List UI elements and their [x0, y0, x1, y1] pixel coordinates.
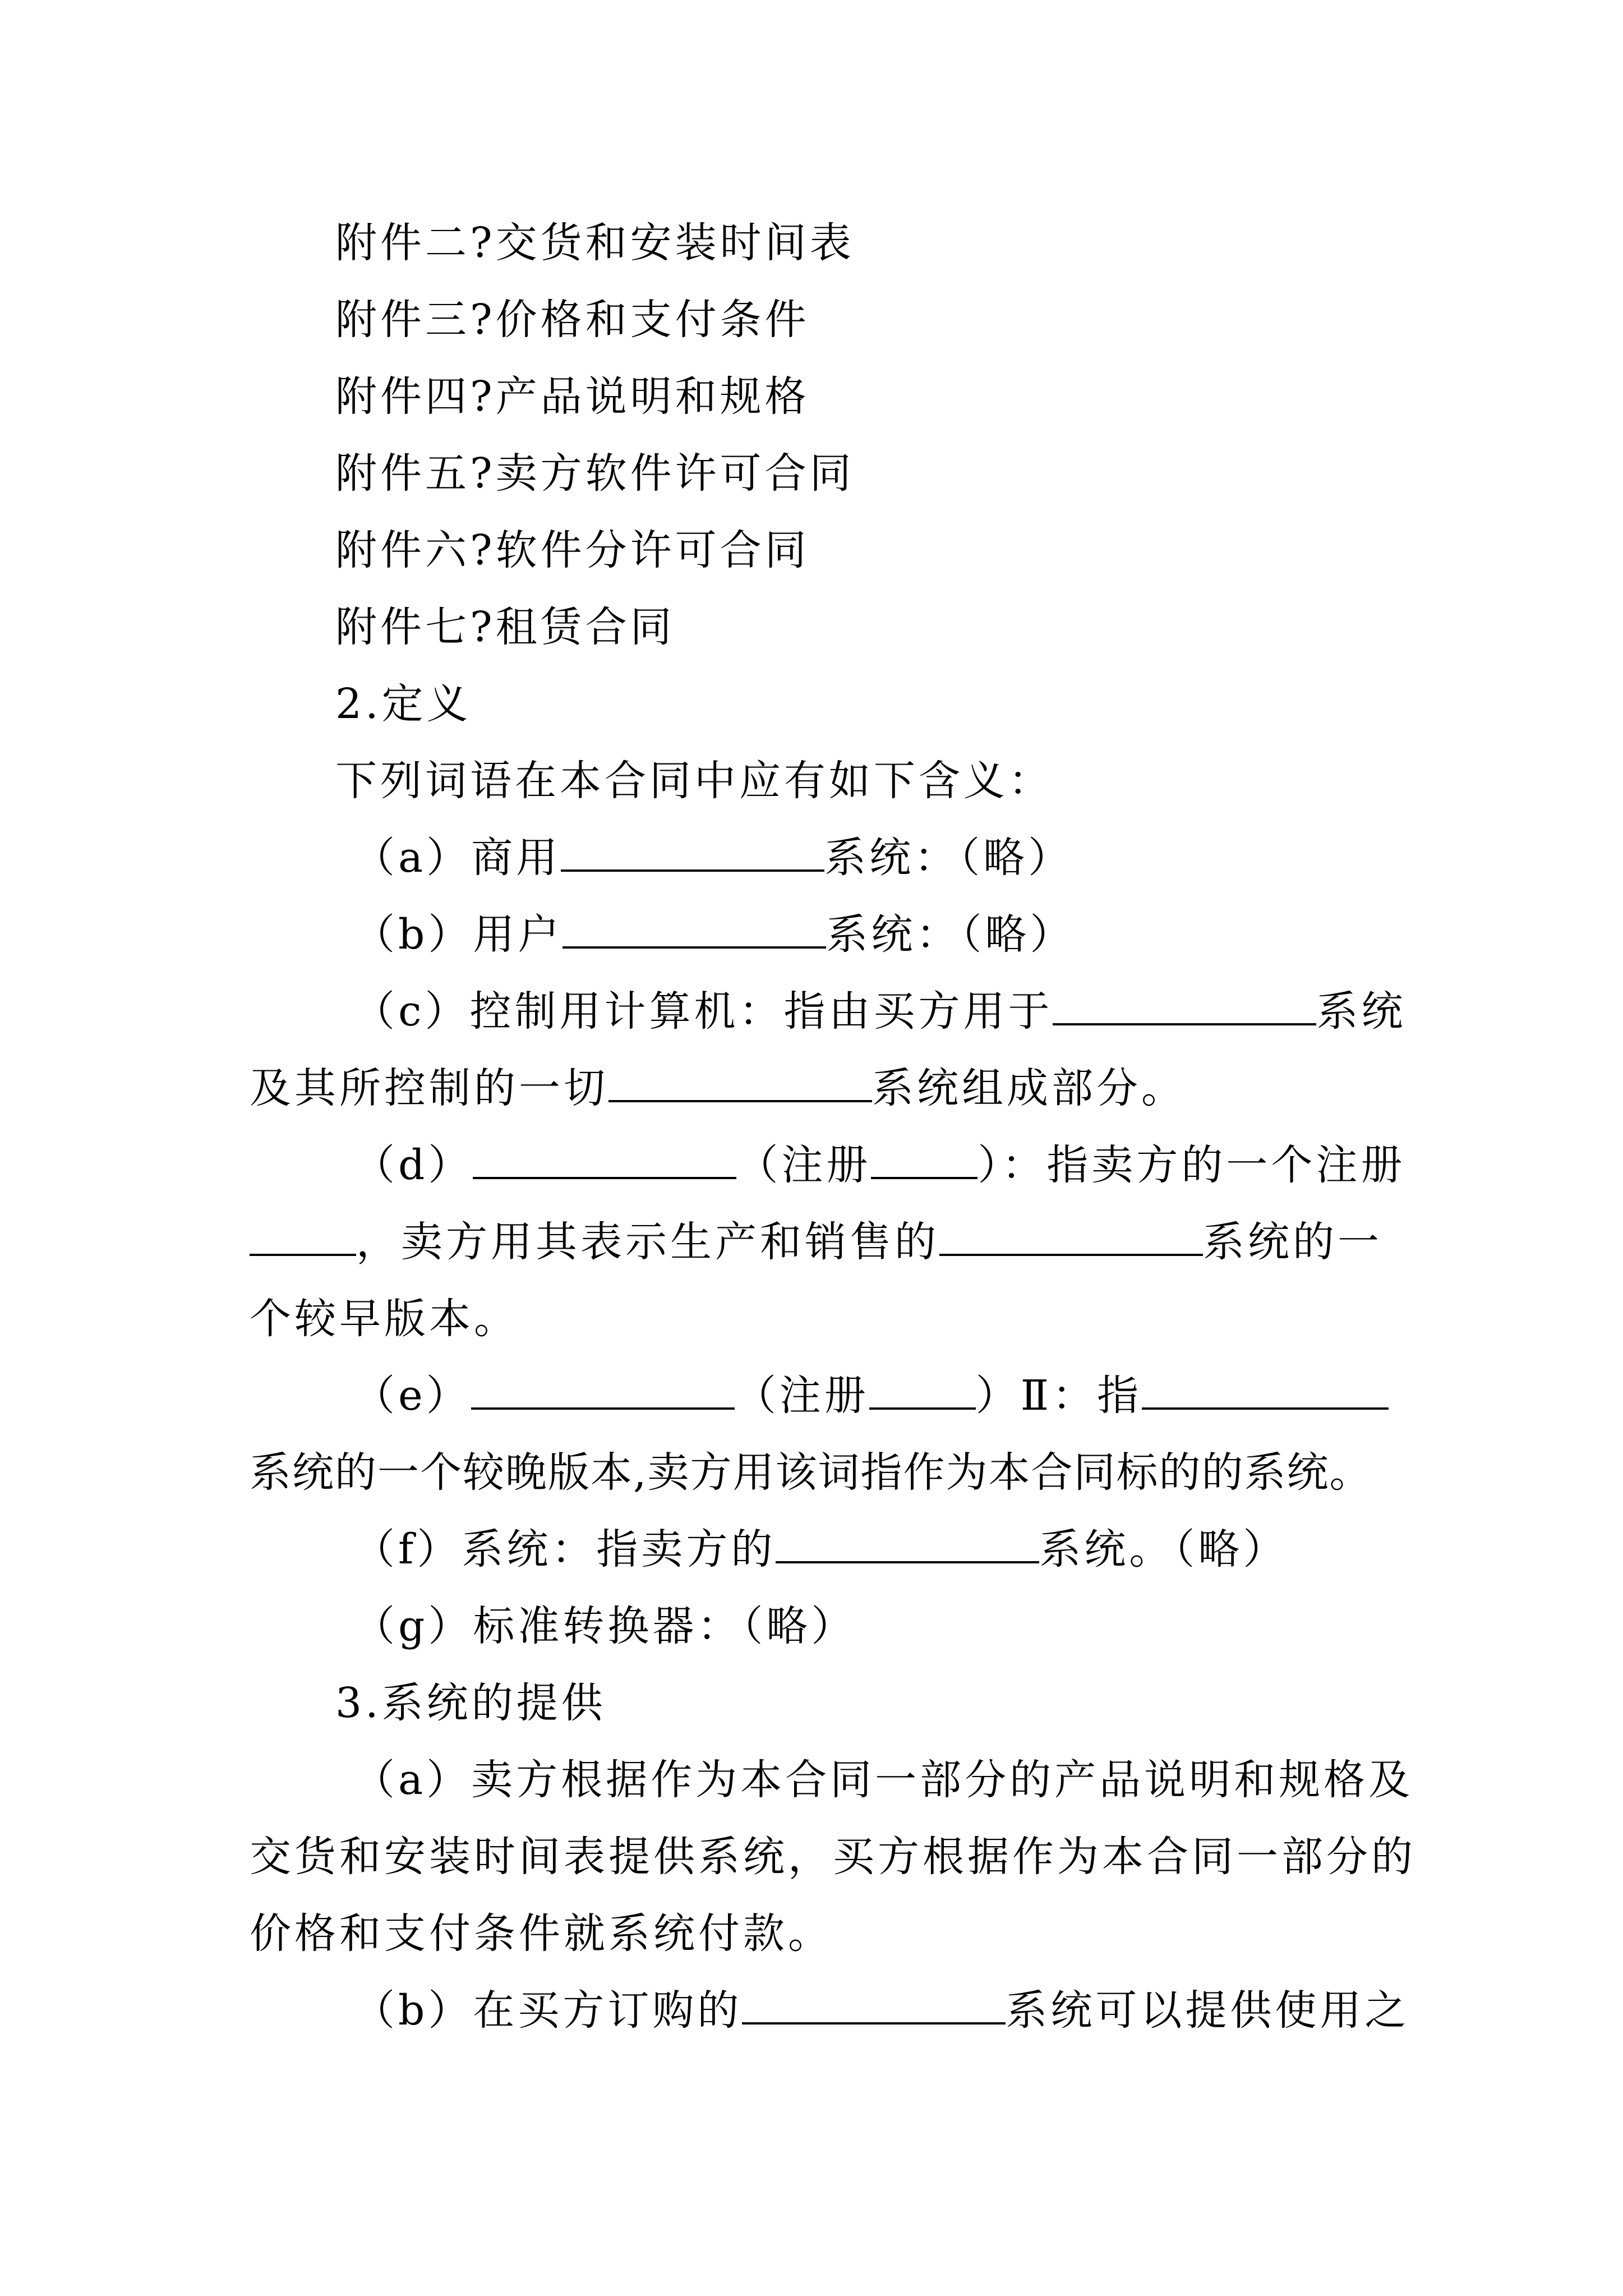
text: （e）: [353, 1372, 471, 1420]
definition-c: [353, 986, 1407, 1037]
text: ）：指卖方的一个注册: [978, 1141, 1406, 1189]
text: （b）用户: [353, 910, 563, 959]
text: 系统：（略）: [826, 910, 1075, 959]
fill-blank: [250, 1217, 356, 1256]
fill-blank: [473, 1140, 736, 1179]
text: 及其所控制的一切: [250, 1064, 608, 1112]
text: （注册: [736, 1141, 872, 1189]
text: 系统。（略）: [1039, 1525, 1288, 1573]
fill-blank: [1142, 1370, 1389, 1410]
definition-e: [353, 1370, 1396, 1421]
definition-e-continued: 系统的一个较晚版本,卖方用该词指作为本合同标的的系统。: [250, 1448, 1372, 1497]
text: 系统可以提供使用之: [1006, 1986, 1410, 2035]
text: （b）在买方订购的: [353, 1986, 743, 2035]
fill-blank: [562, 909, 826, 949]
text: （d）: [353, 1141, 473, 1189]
fill-blank: [1053, 986, 1316, 1025]
text: （注册: [734, 1372, 869, 1420]
attachment-item: 附件六?软件分许可合同: [335, 526, 810, 574]
text: 系统的一: [1203, 1218, 1382, 1266]
attachment-item: 附件四?产品说明和规格: [335, 372, 810, 421]
fill-blank: [871, 1140, 978, 1179]
definition-d-continued: [250, 1217, 1394, 1267]
paragraph: [353, 1985, 1410, 2036]
fill-blank: [608, 1063, 872, 1102]
fill-blank: [561, 832, 824, 872]
paragraph: 交货和安装时间表提供系统，买方根据作为本合同一部分的: [250, 1833, 1416, 1881]
definition-b: [353, 909, 1396, 960]
fill-blank: [742, 1985, 1006, 2024]
text: 系统组成部分。: [872, 1064, 1186, 1112]
definition-d: [353, 1140, 1406, 1190]
paragraph: 下列词语在本合同中应有如下含义：: [335, 757, 1053, 805]
paragraph: 价格和支付条件就系统付款。: [250, 1910, 833, 1958]
attachment-item: 附件五?卖方软件许可合同: [335, 449, 855, 498]
attachment-item: 附件二?交货和安装时间表: [335, 219, 855, 267]
definition-g: （g）标准转换器：（略）: [353, 1602, 856, 1650]
section-heading: 3.系统的提供: [335, 1679, 606, 1727]
definition-f: [353, 1524, 1396, 1575]
definition-a: [353, 832, 1396, 883]
attachment-item: 附件七?租赁合同: [335, 603, 675, 651]
text: （c）控制用计算机：指由买方用于: [353, 987, 1053, 1036]
fill-blank: [776, 1524, 1039, 1563]
fill-blank: [939, 1217, 1203, 1256]
text: （a）商用: [353, 834, 561, 882]
definition-d-continued: 个较早版本。: [250, 1295, 519, 1343]
text: 系统: [1316, 987, 1407, 1036]
definition-c-continued: [250, 1063, 1394, 1114]
fill-blank: [471, 1370, 735, 1410]
text: 系统：（略）: [824, 834, 1073, 882]
fill-blank: [869, 1370, 976, 1410]
text: ）Ⅱ：指: [975, 1372, 1142, 1420]
attachment-item: 附件三?价格和支付条件: [335, 296, 810, 344]
text: （f）系统：指卖方的: [353, 1525, 776, 1573]
section-heading: 2.定义: [335, 680, 472, 728]
text: ，卖方用其表示生产和销售的: [356, 1218, 939, 1266]
paragraph: （a）卖方根据作为本合同一部分的产品说明和规格及: [353, 1756, 1414, 1804]
